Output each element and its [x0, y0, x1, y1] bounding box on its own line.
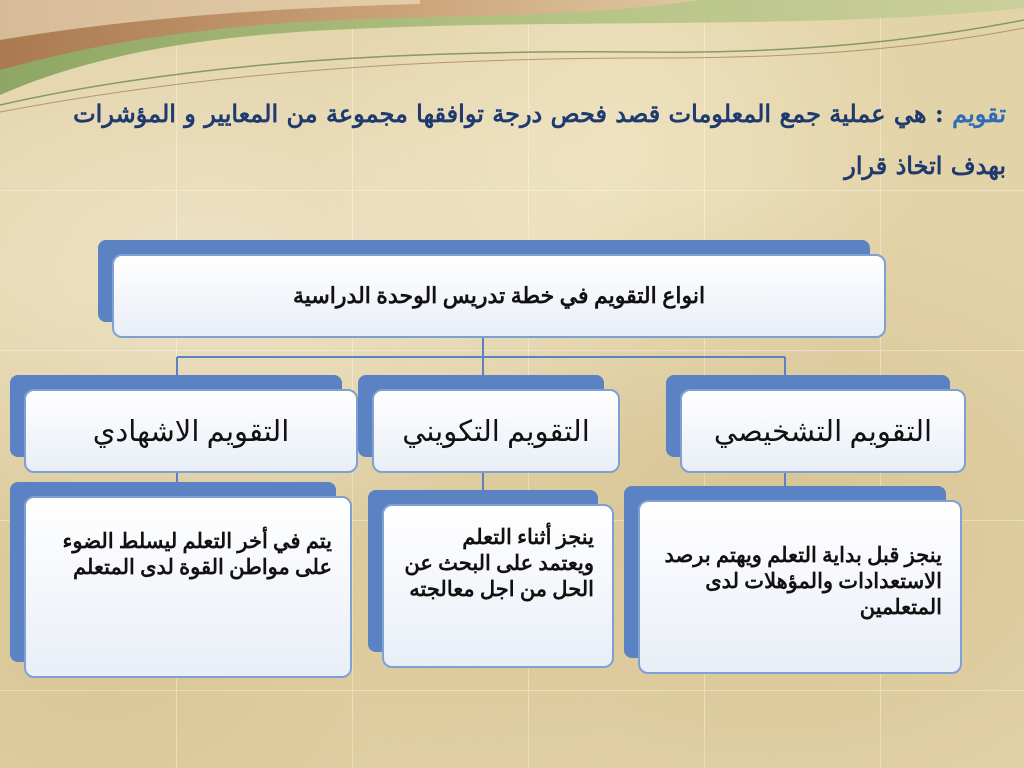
category-label-diagnostic: التقويم التشخيصي [680, 389, 966, 473]
category-box-formative [358, 375, 620, 473]
category-label-formative: التقويم التكويني [372, 389, 620, 473]
category-box-diagnostic [666, 375, 966, 473]
diagram-title-box [98, 240, 886, 338]
diagram-title: انواع التقويم في خطة تدريس الوحدة الدراسية [112, 254, 886, 338]
description-box-diagnostic [624, 486, 962, 674]
description-box-certificative [10, 482, 352, 678]
description-formative: ينجز أثناء التعلم ويعتمد على البحث عن الحل من اجل معالجته [382, 504, 614, 668]
description-box-formative [368, 490, 614, 668]
category-label-certificative: التقويم الاشهادي [24, 389, 358, 473]
definition-text: : هي عملية جمع المعلومات قصد فحص درجة توافقها مجموعة من المعايير و المؤشرات بهدف اتخاذ قرار [73, 99, 1006, 180]
description-certificative: يتم في أخر التعلم ليسلط الضوء على مواطن القوة لدى المتعلم [24, 496, 352, 678]
category-box-certificative [10, 375, 358, 473]
definition-term: تقويم [952, 99, 1006, 128]
description-diagnostic: ينجز قبل بداية التعلم ويهتم برصد الاستعدادات والمؤهلات لدى المتعلمين [638, 500, 962, 674]
